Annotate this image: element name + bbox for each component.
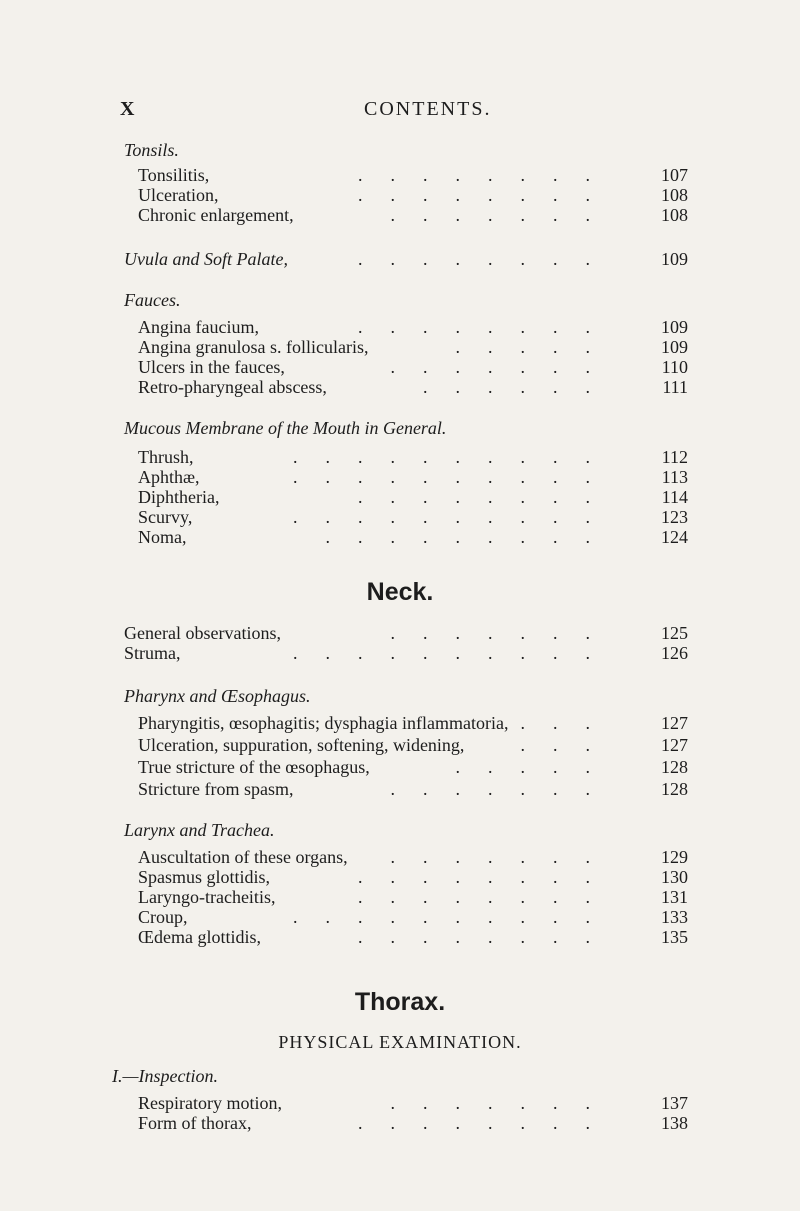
dot-leader: ....... xyxy=(390,847,618,867)
physical-examination-heading: PHYSICAL EXAMINATION. xyxy=(278,1032,522,1052)
entry-label: Ulcers in the fauces, xyxy=(138,357,285,377)
entry-label: Noma, xyxy=(138,527,187,547)
toc-entry xyxy=(138,466,688,488)
entry-page: 108 xyxy=(661,185,688,205)
entry-page: 129 xyxy=(661,847,688,867)
entry-label: Respiratory motion, xyxy=(138,1093,282,1113)
entry-page: 107 xyxy=(661,165,688,185)
toc-entry xyxy=(138,906,688,928)
entry-label: Form of thorax, xyxy=(138,1113,252,1133)
toc-entry-uvula xyxy=(124,248,688,270)
entry-page: 125 xyxy=(661,623,688,643)
entry-page: 131 xyxy=(661,887,688,907)
entry-label: General observations, xyxy=(124,623,281,643)
dot-leader: ....... xyxy=(390,357,618,377)
entry-page: 109 xyxy=(661,337,688,357)
entry-label: Diphtheria, xyxy=(138,487,220,507)
entry-page: 123 xyxy=(661,507,688,527)
section-title-mucous-membrane: Mucous Membrane of the Mouth in General. xyxy=(124,418,447,438)
toc-entry xyxy=(138,926,688,948)
page-numeral: X xyxy=(120,98,135,120)
toc-entry xyxy=(138,164,688,186)
toc-entry xyxy=(138,376,688,398)
entry-page: 110 xyxy=(661,357,688,377)
running-title: CONTENTS. xyxy=(364,98,492,120)
dot-leader: .......... xyxy=(293,643,618,663)
toc-entry xyxy=(138,316,688,338)
toc-entry xyxy=(138,526,688,548)
entry-label: Croup, xyxy=(138,907,188,927)
dot-leader: ........ xyxy=(358,165,618,185)
dot-leader: ........ xyxy=(358,249,618,269)
entry-page: 109 xyxy=(661,249,688,269)
dot-leader: ........ xyxy=(358,927,618,947)
entry-page: 138 xyxy=(661,1113,688,1133)
dot-leader: ........ xyxy=(358,487,618,507)
dot-leader: ...... xyxy=(423,377,618,397)
toc-entry xyxy=(138,1092,688,1114)
toc-entry xyxy=(124,622,688,644)
dot-leader: ... xyxy=(520,735,618,755)
entry-label: Laryngo-tracheitis, xyxy=(138,887,276,907)
entry-label: Spasmus glottidis, xyxy=(138,867,271,887)
entry-label: Retro-pharyngeal abscess, xyxy=(138,377,327,397)
toc-entry xyxy=(138,712,688,734)
section-title-tonsils: Tonsils. xyxy=(124,140,179,160)
toc-entry xyxy=(138,846,688,868)
entry-label: Angina granulosa s. follicularis, xyxy=(138,337,369,357)
section-title-uvula: Uvula and Soft Palate, xyxy=(124,249,288,269)
entry-page: 130 xyxy=(661,867,688,887)
dot-leader: ........ xyxy=(358,887,618,907)
entry-page: 128 xyxy=(661,757,688,777)
entry-page: 109 xyxy=(661,317,688,337)
dot-leader: ........ xyxy=(358,317,618,337)
toc-entry xyxy=(138,734,688,756)
toc-entry xyxy=(138,486,688,508)
dot-leader: ........ xyxy=(358,1113,618,1133)
dot-leader: ....... xyxy=(390,623,618,643)
entry-page: 127 xyxy=(661,735,688,755)
toc-entry xyxy=(138,506,688,528)
section-title-fauces: Fauces. xyxy=(124,290,181,310)
entry-page: 114 xyxy=(661,487,688,507)
entry-label: Aphthæ, xyxy=(138,467,200,487)
dot-leader: ........ xyxy=(358,185,618,205)
entry-label: Auscultation of these organs, xyxy=(138,847,348,867)
entry-label: Tonsilitis, xyxy=(138,165,210,185)
dot-leader: ....... xyxy=(390,779,618,799)
dot-leader: .......... xyxy=(293,447,618,467)
entry-label: Angina faucium, xyxy=(138,317,259,337)
entry-label: Struma, xyxy=(124,643,181,663)
toc-entry xyxy=(138,184,688,206)
entry-label: Stricture from spasm, xyxy=(138,779,294,799)
entry-page: 124 xyxy=(661,527,688,547)
dot-leader: .......... xyxy=(293,507,618,527)
dot-leader: .......... xyxy=(293,467,618,487)
entry-label: Œdema glottidis, xyxy=(138,927,261,947)
entry-page: 128 xyxy=(661,779,688,799)
toc-entry xyxy=(138,886,688,908)
dot-leader: ....... xyxy=(390,1093,618,1113)
dot-leader: ........ xyxy=(358,867,618,887)
entry-label: True stricture of the œsophagus, xyxy=(138,757,370,777)
section-title-larynx: Larynx and Trachea. xyxy=(124,820,275,840)
toc-entry xyxy=(138,356,688,378)
entry-label: Scurvy, xyxy=(138,507,193,527)
entry-page: 111 xyxy=(662,377,688,397)
toc-entry xyxy=(124,642,688,664)
toc-entry xyxy=(138,446,688,468)
entry-page: 113 xyxy=(661,467,688,487)
toc-entry xyxy=(138,204,688,226)
dot-leader: .......... xyxy=(293,907,618,927)
entry-label: Thrush, xyxy=(138,447,194,467)
entry-page: 133 xyxy=(661,907,688,927)
toc-entry xyxy=(138,336,688,358)
toc-entry xyxy=(138,866,688,888)
entry-page: 137 xyxy=(661,1093,688,1113)
entry-page: 126 xyxy=(661,643,688,663)
toc-entry xyxy=(138,778,688,800)
section-title-inspection: I.—Inspection. xyxy=(112,1066,218,1086)
dot-leader: ....... xyxy=(390,205,618,225)
dot-leader: ..... xyxy=(455,337,618,357)
dot-leader: ..... xyxy=(455,757,618,777)
toc-entry xyxy=(138,1112,688,1134)
dot-leader: ......... xyxy=(325,527,618,547)
toc-entry xyxy=(138,756,688,778)
section-title-pharynx: Pharynx and Œsophagus. xyxy=(124,686,311,706)
running-head xyxy=(0,98,800,122)
dot-leader: ... xyxy=(520,713,618,733)
entry-page: 127 xyxy=(661,713,688,733)
entry-label: Ulceration, suppuration, softening, widening, xyxy=(138,735,465,755)
entry-label: Pharyngitis, œsophagitis; dysphagia inflammatoria, xyxy=(138,713,509,733)
entry-page: 108 xyxy=(661,205,688,225)
entry-label: Chronic enlargement, xyxy=(138,205,294,225)
entry-label: Ulceration, xyxy=(138,185,219,205)
part-heading-thorax: Thorax. xyxy=(354,988,446,1016)
entry-page: 135 xyxy=(661,927,688,947)
entry-page: 112 xyxy=(661,447,688,467)
part-heading-neck: Neck. xyxy=(366,578,434,606)
